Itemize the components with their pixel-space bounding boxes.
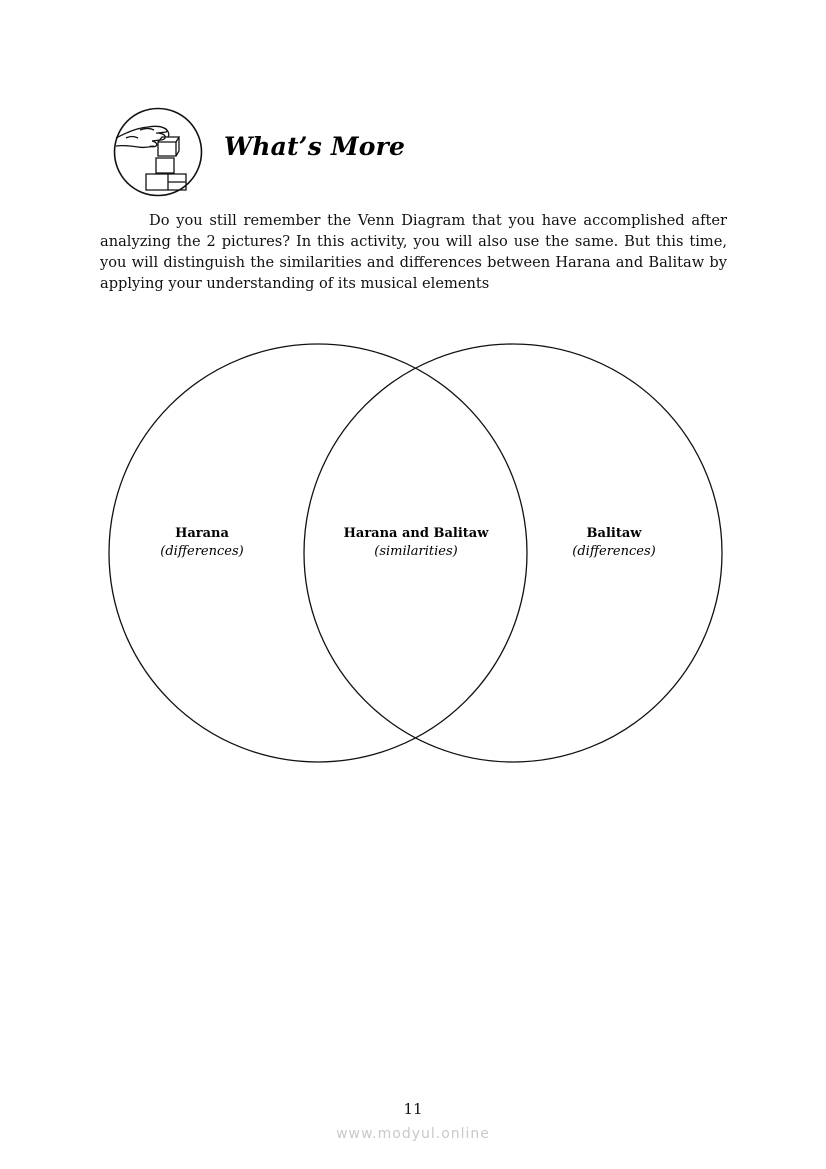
venn-right-label — [554, 525, 674, 561]
venn-middle-label — [330, 525, 502, 561]
page-number: 11 — [403, 1100, 423, 1118]
venn-middle-title: Harana and Balitaw — [343, 526, 489, 541]
venn-left-subtitle: (differences) — [160, 544, 244, 559]
hand-stacking-blocks-icon — [112, 106, 204, 198]
venn-right-title: Balitaw — [586, 526, 642, 541]
venn-middle-subtitle: (similarities) — [374, 544, 458, 559]
intro-paragraph: Do you still remember the Venn Diagram that you have accomplished after analyzing the 2 pictures? In this activity, you will also use the same. But this time, you will distinguish the similarities and differences between Harana and Balitaw by applying your understanding of its musical elements — [100, 212, 727, 292]
section-title: What’s More — [224, 132, 406, 161]
venn-left-label — [142, 525, 262, 561]
venn-right-subtitle: (differences) — [572, 544, 656, 559]
watermark: www.modyul.online — [336, 1126, 490, 1142]
venn-left-title: Harana — [175, 526, 229, 541]
